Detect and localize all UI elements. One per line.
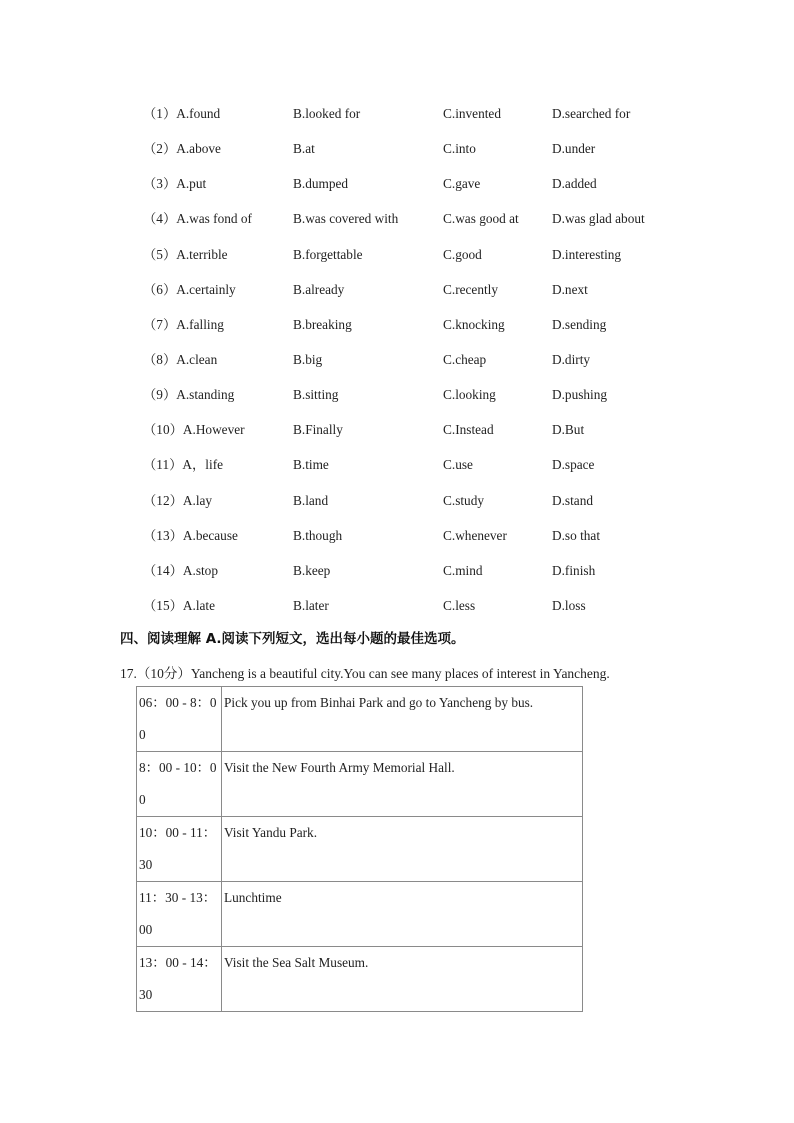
option-row-10 (0, 415, 794, 450)
option-c: C.invented (443, 106, 501, 121)
option-c: C.gave (443, 176, 481, 192)
question-text: 17.（10分）Yancheng is a beautiful city.You can see many places of interest in Yancheng. (120, 666, 610, 681)
option-d: D.But (552, 422, 585, 438)
option-a-text: A.certainly (176, 281, 236, 297)
question-number: （10） (143, 422, 183, 438)
option-a-text: A.However (182, 422, 245, 438)
option-a-text: A.terrible (176, 246, 228, 262)
option-c: C.good (443, 246, 482, 262)
option-a (143, 591, 215, 621)
option-a (143, 204, 252, 234)
option-d: D.space (552, 457, 595, 473)
option-a-text: A.was fond of (176, 211, 252, 227)
option-c: C.into (443, 141, 476, 157)
option-a (143, 169, 206, 199)
option-d: D.under (552, 141, 596, 157)
activity-cell: Lunchtime (222, 882, 583, 947)
question-number: （12） (143, 492, 183, 508)
time-cell: 06：00 - 8：00 (137, 687, 222, 752)
option-a (143, 345, 217, 375)
option-a-text: A.found (176, 106, 221, 121)
option-a (143, 556, 218, 586)
option-a-text: A，life (182, 457, 224, 473)
activity-cell: Visit the Sea Salt Museum. (222, 947, 583, 1012)
option-row-11 (0, 450, 794, 485)
question-number: （6） (143, 281, 177, 297)
question-number: （1） (143, 106, 177, 121)
option-d: D.interesting (552, 246, 622, 262)
table-row (137, 947, 583, 1012)
option-d: D.was glad about (552, 211, 645, 227)
option-d: D.sending (552, 316, 607, 332)
option-a (143, 521, 238, 551)
question-number: （3） (143, 176, 177, 192)
option-d: D.stand (552, 492, 593, 508)
option-row-3 (0, 169, 794, 204)
option-a-text: A.clean (176, 351, 218, 367)
schedule-table (136, 686, 583, 1012)
option-b: B.forgettable (293, 246, 363, 262)
question-number: （4） (143, 211, 177, 227)
option-a (143, 240, 228, 270)
option-row-8 (0, 345, 794, 380)
option-row-4 (0, 204, 794, 239)
question-number: （13） (143, 527, 183, 543)
option-a (143, 486, 212, 516)
section-heading: 四、阅读理解 A.阅读下列短文，选出每小题的最佳选项。 (120, 631, 465, 647)
option-b: B.keep (293, 562, 331, 578)
option-row-1 (0, 99, 794, 134)
option-d: D.searched for (552, 106, 631, 121)
time-cell: 11：30 - 13：00 (137, 882, 222, 947)
option-a-text: A.late (182, 597, 216, 613)
option-b: B.sitting (293, 387, 339, 403)
option-b: B.breaking (293, 316, 352, 332)
option-a-text: A.above (176, 141, 221, 157)
option-b: B.land (293, 492, 329, 508)
option-a (143, 415, 245, 445)
option-c: C.looking (443, 387, 496, 403)
answer-options-list (0, 99, 794, 626)
option-row-2 (0, 134, 794, 169)
option-a-text: A.put (176, 176, 207, 192)
table-row (137, 687, 583, 752)
option-d: D.pushing (552, 387, 608, 403)
option-c: C.was good at (443, 211, 519, 227)
option-b: B.Finally (293, 422, 343, 438)
question-number: （7） (143, 316, 177, 332)
table-row (137, 752, 583, 817)
option-a (143, 450, 223, 480)
option-c: C.study (443, 492, 485, 508)
option-c: C.whenever (443, 527, 507, 543)
question-number: （5） (143, 246, 177, 262)
time-cell: 10：00 - 11：30 (137, 817, 222, 882)
option-row-13 (0, 521, 794, 556)
option-b: B.time (293, 457, 329, 473)
option-row-14 (0, 556, 794, 591)
option-c: C.Instead (443, 422, 494, 438)
option-d: D.dirty (552, 351, 591, 367)
option-c: C.cheap (443, 351, 487, 367)
option-d: D.next (552, 281, 588, 297)
option-c: C.knocking (443, 316, 505, 332)
option-c: C.mind (443, 562, 483, 578)
option-a (143, 380, 234, 410)
option-a-text: A.falling (176, 316, 224, 332)
option-c: C.less (443, 597, 476, 613)
option-c: C.recently (443, 281, 499, 297)
option-row-9 (0, 380, 794, 415)
option-row-5 (0, 240, 794, 275)
option-a (143, 310, 224, 340)
option-d: D.finish (552, 562, 596, 578)
option-b: B.later (293, 597, 329, 613)
option-a (143, 99, 220, 129)
option-b: B.dumped (293, 176, 349, 192)
question-number: （9） (143, 387, 177, 403)
option-b: B.at (293, 141, 315, 157)
option-row-15 (0, 591, 794, 626)
option-d: D.so that (552, 527, 601, 543)
option-b: B.big (293, 351, 323, 367)
time-cell: 8：00 - 10：00 (137, 752, 222, 817)
option-a-text: A.stop (182, 562, 218, 578)
question-number: （8） (143, 351, 177, 367)
question-number: （14） (143, 562, 183, 578)
option-a-text: A.standing (176, 387, 235, 403)
option-d: D.loss (552, 597, 586, 613)
option-a-text: A.because (182, 527, 238, 543)
activity-cell: Visit Yandu Park. (222, 817, 583, 882)
question-number: （15） (143, 597, 183, 613)
option-b: B.though (293, 527, 343, 543)
option-b: B.already (293, 281, 345, 297)
activity-cell: Visit the New Fourth Army Memorial Hall. (222, 752, 583, 817)
activity-cell: Pick you up from Binhai Park and go to Yancheng by bus. (222, 687, 583, 752)
option-b: B.was covered with (293, 211, 399, 227)
table-row (137, 817, 583, 882)
option-b: B.looked for (293, 106, 361, 121)
option-d: D.added (552, 176, 597, 192)
option-row-12 (0, 486, 794, 521)
option-a-text: A.lay (182, 492, 213, 508)
option-a (143, 275, 236, 305)
option-c: C.use (443, 457, 473, 473)
time-cell: 13：00 - 14：30 (137, 947, 222, 1012)
table-row (137, 882, 583, 947)
option-a (143, 134, 221, 164)
question-number: （2） (143, 141, 177, 157)
option-row-6 (0, 275, 794, 310)
option-row-7 (0, 310, 794, 345)
question-number: （11） (143, 457, 183, 473)
